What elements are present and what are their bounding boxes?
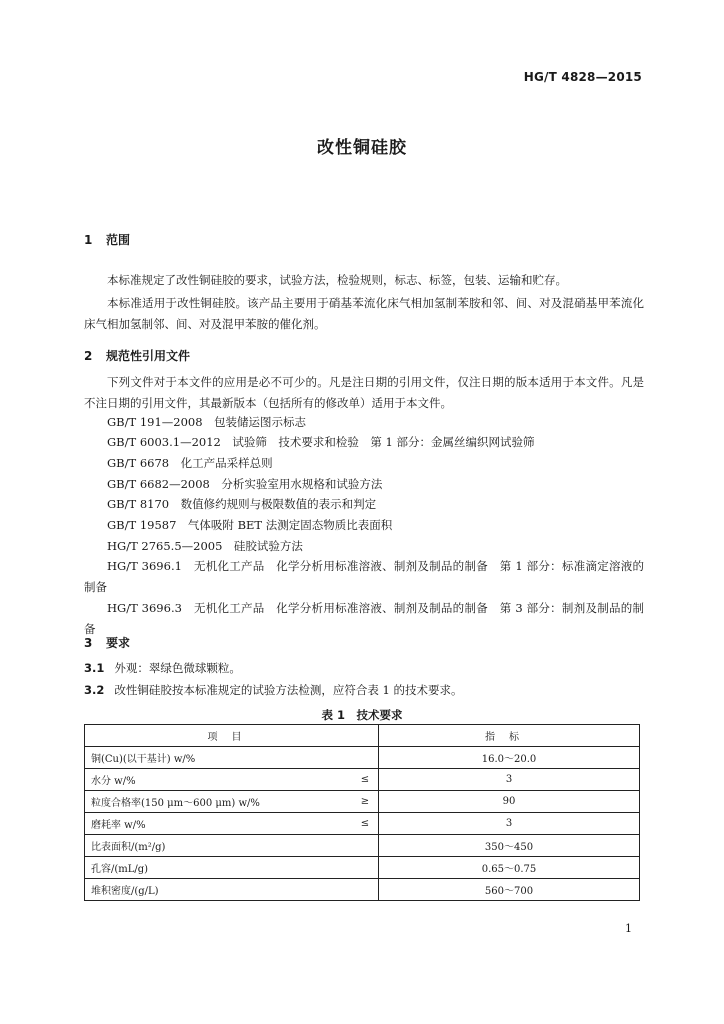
reference-item: GB/T 19587 气体吸附 BET 法测定固态物质比表面积 (107, 518, 393, 532)
reference-item-long: HG/T 3696.3 无机化工产品 化学分析用标准溶液、制剂及制品的制备 第 3 部分：制剂及制品的制备 (84, 601, 644, 636)
section-number: 3 (84, 636, 93, 650)
reference-item: GB/T 6682—2008 分析实验室用水规格和试验方法 (107, 477, 383, 491)
row-item: 磨耗率 w/% (85, 813, 353, 835)
row-value: 350～450 (379, 835, 640, 857)
section-2-heading (84, 347, 190, 364)
column-header-value: 指标 (379, 725, 640, 747)
row-value: 3 (379, 769, 640, 791)
reference-item: GB/T 6678 化工产品采样总则 (107, 456, 273, 470)
row-value: 560～700 (379, 879, 640, 901)
reference-item: GB/T 8170 数值修约规则与极限数值的表示和判定 (107, 497, 377, 511)
row-limit-symbol (352, 747, 379, 769)
reference-item-long: HG/T 3696.1 无机化工产品 化学分析用标准溶液、制剂及制品的制备 第 1 部分：标准滴定溶液的制备 (84, 559, 644, 594)
row-value: 90 (379, 791, 640, 813)
row-limit-symbol: ≤ (352, 813, 379, 835)
clause-text: 外观：翠绿色微球颗粒。 (114, 661, 241, 675)
section-title: 规范性引用文件 (106, 349, 191, 363)
row-value: 3 (379, 813, 640, 835)
table-row (85, 791, 640, 813)
section-number: 2 (84, 349, 93, 363)
row-item: 铜(Cu)(以干基计) w/% (85, 747, 353, 769)
clause-number: 3.2 (84, 683, 105, 697)
row-limit-symbol (352, 835, 379, 857)
clause-3-1 (84, 660, 241, 676)
table-row (85, 857, 640, 879)
row-item: 水分 w/% (85, 769, 353, 791)
section-title: 要求 (106, 636, 131, 650)
reference-item: HG/T 2765.5—2005 硅胶试验方法 (107, 539, 303, 553)
row-value: 16.0～20.0 (379, 747, 640, 769)
section-number: 1 (84, 233, 93, 247)
table-row (85, 813, 640, 835)
reference-item: GB/T 6003.1—2012 试验筛 技术要求和检验 第 1 部分：金属丝编织网试验筛 (107, 435, 535, 449)
section-1-heading (84, 231, 130, 248)
row-item: 粒度合格率(150 μm～600 μm) w/% (85, 791, 353, 813)
page-number: 1 (625, 922, 632, 935)
row-item: 孔容/(mL/g) (85, 857, 353, 879)
table-row (85, 835, 640, 857)
row-limit-symbol (352, 857, 379, 879)
scope-paragraph-2: 本标准适用于改性铜硅胶。该产品主要用于硝基苯流化床气相加氢制苯胺和邻、间、对及混硝基甲苯流化床气相加氢制邻、间、对及混甲苯胺的催化剂。 (84, 296, 644, 331)
row-item: 堆积密度/(g/L) (85, 879, 353, 901)
standard-code: HG/T 4828—2015 (523, 70, 642, 84)
row-limit-symbol (352, 879, 379, 901)
references-intro: 下列文件对于本文件的应用是必不可少的。凡是注日期的引用文件，仅注日期的版本适用于本文件。凡是不注日期的引用文件，其最新版本（包括所有的修改单）适用于本文件。 (84, 375, 644, 410)
row-limit-symbol: ≤ (352, 769, 379, 791)
row-limit-symbol: ≥ (352, 791, 379, 813)
clause-text: 改性铜硅胶按本标准规定的试验方法检测，应符合表 1 的技术要求。 (114, 683, 463, 697)
technical-requirements-table (84, 724, 640, 901)
section-3-heading (84, 634, 130, 651)
table-row (85, 879, 640, 901)
table-row (85, 769, 640, 791)
clause-number: 3.1 (84, 661, 105, 675)
table-row (85, 747, 640, 769)
document-title: 改性铜硅胶 (317, 138, 407, 158)
reference-item: GB/T 191—2008 包装储运图示标志 (107, 415, 307, 429)
clause-3-2 (84, 682, 463, 698)
row-item: 比表面积/(m²/g) (85, 835, 353, 857)
row-value: 0.65～0.75 (379, 857, 640, 879)
scope-paragraph-1: 本标准规定了改性铜硅胶的要求，试验方法，检验规则，标志、标签，包装、运输和贮存。 (107, 273, 567, 287)
column-header-item: 项目 (85, 725, 379, 747)
section-title: 范围 (106, 233, 131, 247)
table-caption: 表 1 技术要求 (321, 708, 403, 722)
table-header-row (85, 725, 640, 747)
